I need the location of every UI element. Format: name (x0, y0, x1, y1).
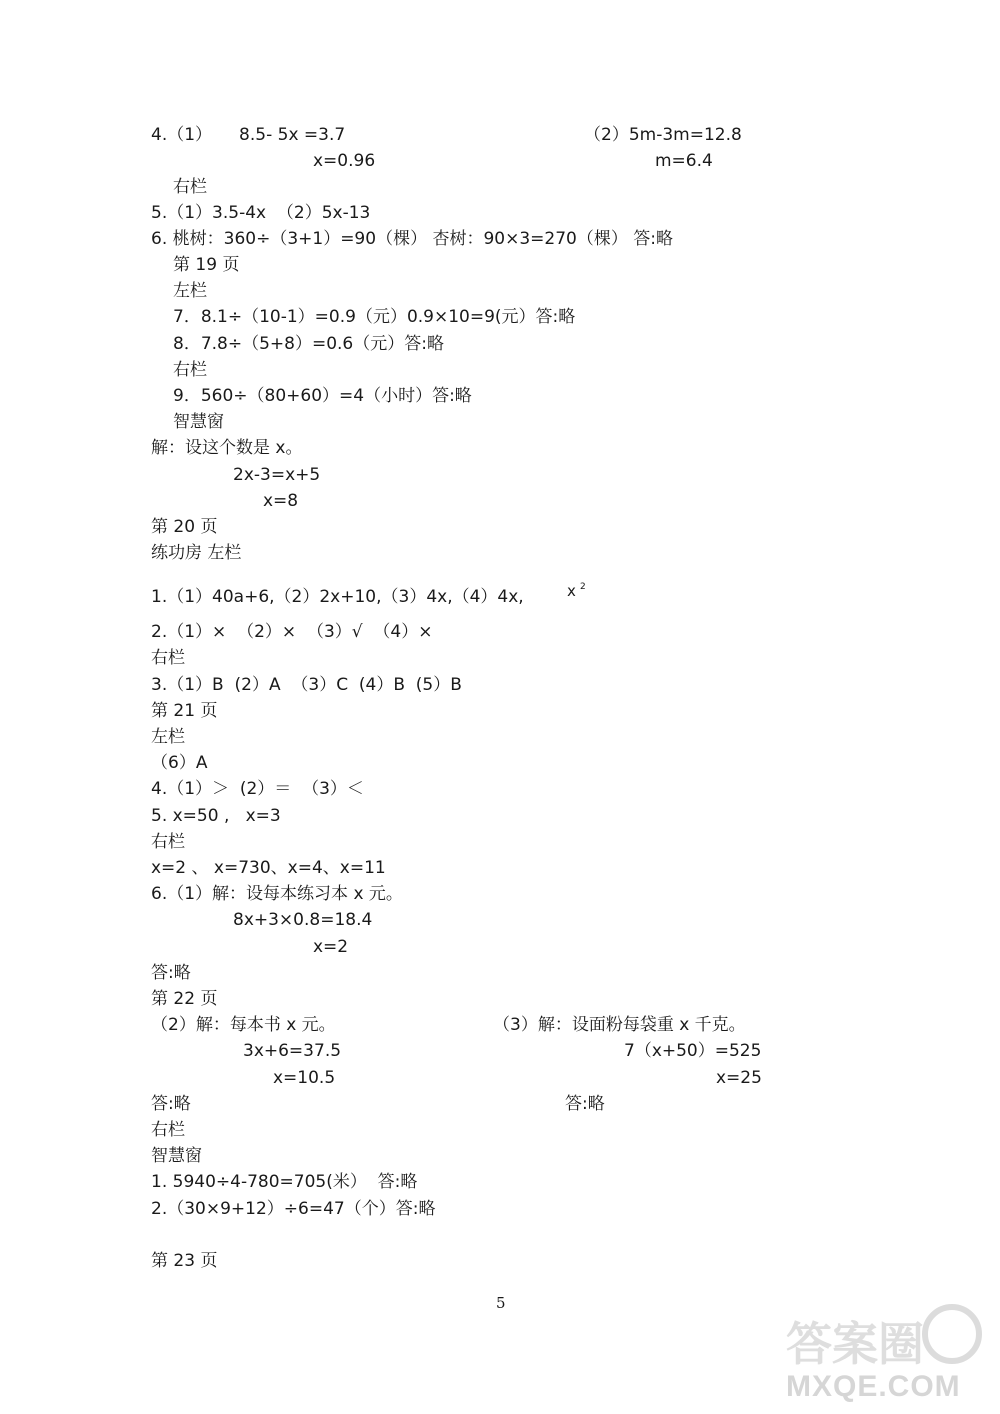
text-line: 1.（1）40a+6,（2）2x+10,（3）4x,（4）4x, (151, 587, 524, 607)
page-number: 5 (496, 1294, 506, 1312)
text-line: 答:略 (151, 1094, 191, 1114)
text-line: 智慧窗 (151, 1146, 202, 1166)
text-line: x=25 (716, 1068, 762, 1088)
text-line: 8x+3×0.8=18.4 (233, 910, 373, 930)
x-squared-exponent: 2 (580, 582, 586, 592)
text-line: x=2 、 x=730、x=4、x=11 (151, 858, 386, 878)
text-line: 5.（1）3.5-4x （2）5x-13 (151, 203, 371, 223)
text-line: 7（x+50）=525 (624, 1041, 762, 1061)
text-line: 4.（1） 8.5- 5x =3.7 (151, 125, 346, 145)
text-line: 5. x=50 , x=3 (151, 806, 281, 826)
text-line: 右栏 (173, 177, 207, 197)
text-line: 答:略 (565, 1094, 605, 1114)
text-line: 2.（1）× （2）× （3）√ （4）× (151, 622, 433, 642)
watermark-logo-text: 答案圈 (786, 1317, 924, 1371)
watermark-circle-icon (922, 1304, 982, 1364)
text-line: x=10.5 (273, 1068, 336, 1088)
text-line: m=6.4 (655, 151, 713, 171)
text-line: x=2 (313, 937, 349, 957)
text-line: 答:略 (151, 963, 191, 983)
text-line: 2.（30×9+12）÷6=47（个）答:略 (151, 1199, 436, 1219)
text-line: 第 20 页 (151, 517, 218, 537)
text-line: 第 23 页 (151, 1251, 218, 1271)
text-line: 2x-3=x+5 (233, 465, 321, 485)
watermark (782, 1298, 992, 1408)
watermark-url: MXQE.COM (786, 1370, 961, 1403)
text-line: 第 19 页 (173, 255, 240, 275)
text-line: 第 21 页 (151, 701, 218, 721)
text-line: 智慧窗 (173, 412, 224, 432)
text-line: 解：设这个数是 x。 (151, 438, 303, 458)
text-line: 9．560÷（80+60）=4（小时）答:略 (173, 386, 472, 406)
text-line: x=0.96 (313, 151, 376, 171)
text-line: 6. 桃树：360÷（3+1）=90（棵） 杏树：90×3=270（棵） 答:略 (151, 229, 673, 249)
text-line: 4.（1）＞ (2）＝ （3）＜ (151, 779, 364, 799)
text-line: 右栏 (173, 360, 207, 380)
text-line: （2）5m-3m=12.8 (584, 125, 742, 145)
text-line: 6.（1）解：设每本练习本 x 元。 (151, 884, 403, 904)
text-line: 1. 5940÷4-780=705(米） 答:略 (151, 1172, 418, 1192)
text-line: 练功房 左栏 (151, 543, 242, 563)
text-line: 3.（1）B (2）A （3）C (4）B (5）B (151, 675, 462, 695)
text-line: x=8 (263, 491, 299, 511)
text-line: 8．7.8÷（5+8）=0.6（元）答:略 (173, 334, 444, 354)
text-line: （2）解：每本书 x 元。 (151, 1015, 336, 1035)
x-squared-base: x (567, 582, 576, 600)
text-line: 左栏 (173, 281, 207, 301)
text-line: 3x+6=37.5 (243, 1041, 342, 1061)
text-line: 第 22 页 (151, 989, 218, 1009)
text-line: 右栏 (151, 832, 185, 852)
text-line: 左栏 (151, 727, 185, 747)
text-line: （3）解：设面粉每袋重 x 千克。 (493, 1015, 746, 1035)
text-line: （6）A (151, 753, 208, 773)
text-line: 右栏 (151, 1120, 185, 1140)
text-line: 右栏 (151, 648, 185, 668)
text-line: 7．8.1÷（10-1）=0.9（元）0.9×10=9(元）答:略 (173, 307, 576, 327)
